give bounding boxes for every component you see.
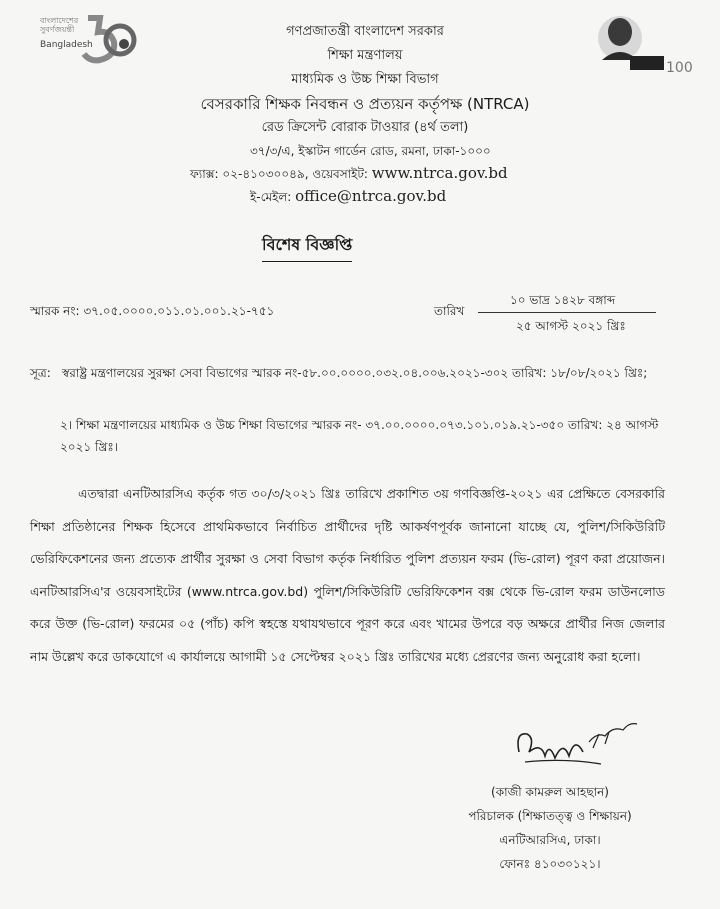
- fax-website-row: [190, 162, 550, 185]
- website-link[interactable]: www.ntrca.gov.bd: [371, 164, 508, 182]
- email-link[interactable]: office@ntrca.gov.bd: [295, 187, 447, 205]
- signatory-name: (কাজী কামরুল আহছান): [491, 785, 609, 799]
- email-label: ই-মেইল:: [250, 190, 296, 204]
- reference-1-text: স্বরাষ্ট্র মন্ত্রণালয়ের সুরক্ষা সেবা বিভাগের স্মারক নং-৫৮.০০.০০০০.০৩২.০৪.০০৬.২০২১-৩০২ তারিখ: ১৮/০৮/২০২১ খ্রিঃ;: [62, 366, 648, 380]
- notice-title: বিশেষ বিজ্ঞপ্তি: [262, 232, 352, 262]
- letterhead: [150, 20, 580, 140]
- government-name: গণপ্রজাতন্ত্রী বাংলাদেশ সরকার: [286, 24, 444, 39]
- division-name: মাধ্যমিক ও উচ্চ শিক্ষা বিভাগ: [291, 72, 439, 87]
- email-row: [250, 185, 550, 208]
- signatory-office: এনটিআরসিএ, ঢাকা।: [499, 833, 601, 847]
- date-divider: [478, 312, 656, 313]
- date-english: ২৫ আগস্ট ২০২১ খ্রিঃ: [516, 319, 626, 333]
- logo-small-text: বাংলাদেশের সুবর্ণজয়ন্তী: [40, 16, 79, 34]
- logo-number: 100: [666, 60, 693, 76]
- date-bangla: ১০ ভাদ্র ১৪২৮ বঙ্গাব্দ: [510, 293, 616, 307]
- date-label: তারিখ: [434, 304, 465, 318]
- memo-number: স্মারক নং: ৩৭.০৫.০০০০.০১১.০১.০০১.২১-৭৫১: [30, 304, 275, 318]
- building-name: রেড ক্রিসেন্ট বোরাক টাওয়ার (৪র্থ তলা): [261, 120, 469, 135]
- golden-jubilee-logo: [28, 10, 138, 70]
- reference-2: ২। শিক্ষা মন্ত্রণালয়ের মাধ্যমিক ও উচ্চ শিক্ষা বিভাগের স্মারক নং- ৩৭.০০.০০০০.০৭৩.১০১.০১৯.২১-৩৫০ তারিখ: ২৪ আগস্ট ২০২১ খ্রিঃ।: [60, 418, 659, 454]
- address: ৩৭/৩/এ, ইস্কাটন গার্ডেন রোড, রমনা, ঢাকা-১০০০: [250, 144, 491, 158]
- ministry-name: শিক্ষা মন্ত্রণালয়: [327, 48, 403, 63]
- signatory-designation: পরিচালক (শিক্ষাতত্ত্ব ও শিক্ষায়ন): [468, 809, 632, 823]
- mujib-borsho-logo: [590, 8, 693, 80]
- reference-label: সূত্র:: [30, 366, 51, 380]
- handwritten-signature: [505, 712, 645, 774]
- contact-info: [190, 140, 550, 208]
- authority-name: বেসরকারি শিক্ষক নিবন্ধন ও প্রত্যয়ন কর্তৃপক্ষ (NTRCA): [200, 95, 530, 113]
- signatory-phone: ফোনঃ ৪১০৩০১২১।: [499, 857, 601, 871]
- logo-country-text: Bangladesh: [40, 40, 93, 50]
- fax-label: ফ্যাক্স: ০২-৪১০৩০০৪৯, ওয়েবসাইট:: [190, 167, 372, 181]
- reference-1: [30, 362, 670, 384]
- signatory-block: [440, 780, 660, 876]
- notice-body: এতদ্বারা এনটিআরসিএ কর্তৃক গত ৩০/৩/২০২১ খ্রিঃ তারিখে প্রকাশিত ৩য় গণবিজ্ঞপ্তি-২০২১ এর প্রেক্ষিতে বেসরকারি শিক্ষা প্রতিষ্ঠানের শিক্ষক হিসেবে প্রাথমিকভাবে নির্বাচিত প্রার্থীদের দৃষ্টি আকর্ষণপূর্বক জানানো যাচ্ছে যে, পুলিশ/সিকিউরিটি ভেরিফিকেশনের জন্য প্রত্যেক প্রার্থীর সুরক্ষা ও সেবা বিভাগ কর্তৃক নির্ধারিত পুলিশ প্রত্যয়ন ফরম (ভি-রোল) পূরণ করা প্রয়োজন। এনটিআরসিএ'র ওয়েবসাইটের (www.ntrca.gov.bd) পুলিশ/সিকিউরিটি ভেরিফিকেশন বক্স থেকে ভি-রোল ফরম ডাউনলোড করে উক্ত (ভি-রোল) ফরমের ০৫ (পাঁচ) কপি স্বহস্তে যথাযথভাবে পূরণ করে এবং খামের উপরে বড় অক্ষরে প্রার্থীর নিজ জেলার নাম উল্লেখ করে ডাকযোগে এ কার্যালয়ে আগামী ১৫ সেপ্টেম্বর ২০২১ খ্রিঃ তারিখের মধ্যে প্রেরণের জন্য অনুরোধ করা হলো।: [30, 486, 665, 664]
